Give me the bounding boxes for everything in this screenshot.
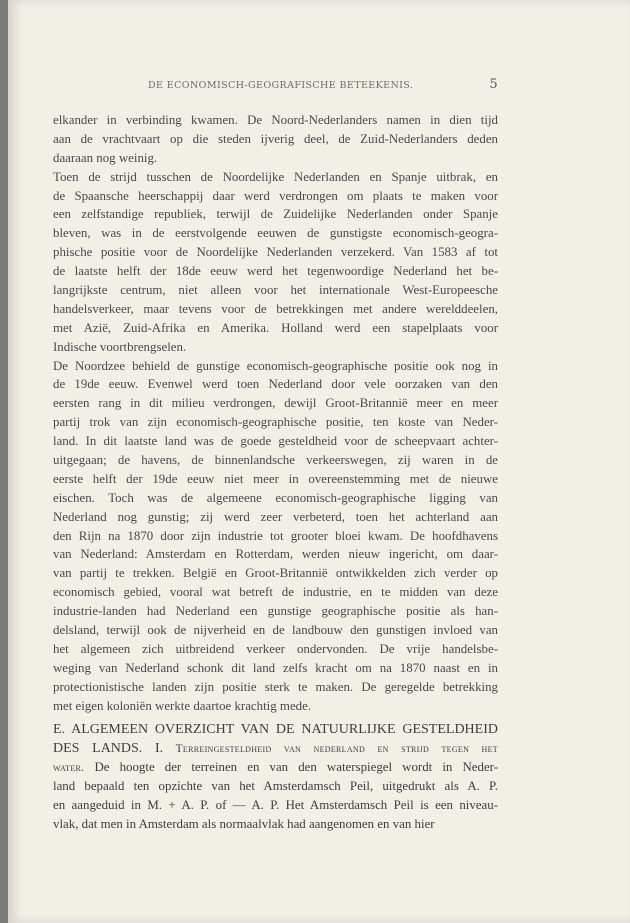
- text-line: handelsverkeer, maar tevens voor de betrekkingen met andere werelddeelen,: [53, 301, 498, 316]
- text-line: bleven, was in de eerstvolgende eeuwen de gunstigste economisch-geogra-: [53, 226, 498, 241]
- section-line: [53, 758, 498, 777]
- section-line: en aangeduid in M. + A. P. of — A. P. Het Amsterdamsch Peil is een niveau-: [53, 798, 498, 813]
- subsection-heading-end: water.: [53, 762, 85, 775]
- text-line: partij trok van zijn economisch-geographische positie, ten koste van Neder-: [53, 415, 498, 430]
- page-number: 5: [489, 77, 498, 92]
- paragraphs: [53, 111, 498, 716]
- text-line: het algemeen zich uitbreidend verkeer ondervonden. De vrije handelsbe-: [53, 641, 498, 656]
- text-line: daaraan nog weinig.: [53, 150, 158, 165]
- text-line: de 19de eeuw. Evenwel werd toen Nederland door vele oorzaken van den: [53, 377, 498, 392]
- text-line: uitgegaan; de havens, de binnenlandsche verkeerswegen, zij waren in de: [53, 453, 498, 468]
- section-heading: E. ALGEMEEN OVERZICHT VAN DE NATUURLIJKE GESTELDHEID: [53, 721, 498, 737]
- section-text: De hoogte der terreinen en van den waterspiegel wordt in Neder-: [94, 760, 498, 775]
- text-line: eischen. Toch was de algemeene economisch-geographische ligging van: [53, 490, 498, 505]
- text-line: phische positie voor de Noordelijke Nederlanden verzekerd. Van 1583 af tot: [53, 245, 498, 260]
- book-page: [8, 0, 630, 923]
- section-line: land bepaald ten opzichte van het Amsterdamsch Peil, uitgedrukt als A. P.: [53, 779, 498, 794]
- text-line: de laatste helft der 18de eeuw werd het tegenwoordige Nederland het be-: [53, 264, 498, 279]
- text-line: weging van Nederland schonk dit land zelfs kracht om na 1870 naast en in: [53, 660, 498, 675]
- text-line: een zelfstandige republiek, terwijl de Zuidelijke Nederlanden onder Spanje: [53, 207, 498, 222]
- text-line: langrijkste centrum, niet alleen voor het internationale West-Europeesche: [53, 283, 498, 298]
- text-line: met Azië, Zuid-Afrika en Amerika. Holland werd een stapelplaats voor: [53, 320, 498, 335]
- text-line: van partij te trekken. België en Groot-Britannië ontwikkelden zich verder op: [53, 566, 498, 581]
- subsection-heading: Terreingesteldheid van nederland en strijd tegen het: [175, 743, 498, 756]
- text-line: met eigen koloniën werkte daartoe krachtig mede.: [53, 698, 312, 713]
- section-heading-continuation: [53, 739, 498, 758]
- section-e: [53, 721, 498, 834]
- text-line: van Nederland: Amsterdam en Rotterdam, werden nieuw ingericht, om daar-: [53, 547, 498, 562]
- text-line: elkander in verbinding kwamen. De Noord-Nederlanders namen in dien tijd: [53, 113, 498, 127]
- section-line: vlak, dat men in Amsterdam als normaalvlak had aangenomen en van hier: [53, 816, 435, 831]
- text-line: delsland, terwijl ook de nijverheid en de landbouw den gunstigen invloed van: [53, 623, 498, 638]
- running-title: DE ECONOMISCH-GEOGRAFISCHE BETEEKENIS.: [148, 80, 414, 91]
- text-line: eersten rang in dit milieu verdrongen, dewijl Groot-Britannië meer en meer: [53, 396, 498, 411]
- text-line: land. In dit laatste land was de goede gesteldheid voor de scheepvaart achter-: [53, 434, 498, 449]
- text-line: industrie-landen had Nederland een gunstige geographische positie als han-: [53, 604, 498, 619]
- text-line: De Noordzee behield de gunstige economisch-geographische positie ook nog in: [53, 358, 498, 373]
- text-line: aan de vrachtvaart op die steden ijverig deel, de Zuid-Nederlanders deden: [53, 131, 498, 146]
- text-line: Nederland nog gunstig; zij werd zeer verbeterd, toen het achterland aan: [53, 509, 498, 524]
- paragraph: [53, 168, 498, 357]
- page-body: [53, 111, 498, 834]
- text-line: eerste helft der 19de eeuw niet meer in overeenstemming met de nieuwe: [53, 471, 498, 486]
- text-line: de Spaansche heerschappij daar werd verdrongen om plaats te maken voor: [53, 188, 498, 203]
- paragraph: [53, 111, 498, 168]
- text-line: protectionistische landen zijn positie sterk te maken. De geregelde betrekking: [53, 679, 498, 694]
- text-line: economisch gebied, vooral wat betreft de industrie, en te midden van deze: [53, 585, 498, 600]
- text-line: Toen de strijd tusschen de Noordelijke Nederlanden en Spanje uitbrak, en: [53, 169, 498, 184]
- section-heading-end: DES LANDS. I.: [53, 741, 164, 757]
- text-line: den Rijn na 1870 door zijn industrie tot grooter bloei kwam. De hoofdhavens: [53, 528, 498, 543]
- paragraph: [53, 357, 498, 716]
- text-line: Indische voortbrengselen.: [53, 339, 187, 354]
